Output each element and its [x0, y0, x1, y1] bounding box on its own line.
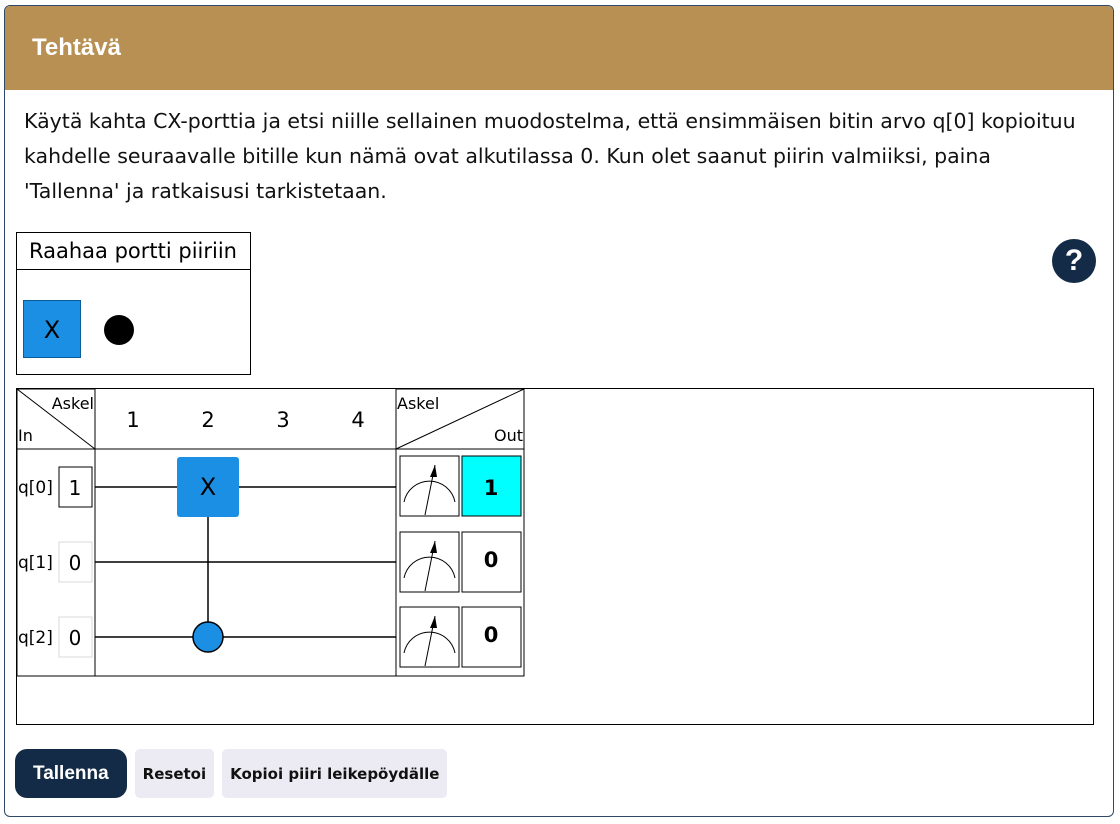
input-corner-step-label: Askel: [51, 394, 94, 413]
cx-target-label: X: [199, 473, 217, 501]
qubit-input-value-1: 0: [68, 551, 82, 575]
task-instructions: Käytä kahta CX-porttia ja etsi niille sellainen muodostelma, että ensimmäisen bitin arvo q[0] kopioituu kahdelle seuraavalle bitille kun nämä ovat alkutilassa 0. Kun olet saanut piirin valmiiksi, paina 'Tallenna' ja ratkaisusi tarkistetaan.: [24, 109, 1076, 203]
qubit-label-1: q[1]: [18, 553, 53, 573]
output-value-2: 0: [483, 623, 499, 647]
step-label-1: 1: [126, 408, 140, 432]
card-header: [5, 6, 1113, 90]
question-icon: ?: [1064, 244, 1084, 277]
palette-control-dot[interactable]: [104, 315, 134, 345]
qubit-label-2: q[2]: [18, 628, 53, 648]
card-title: Tehtävä: [32, 34, 121, 61]
meter-0: [400, 456, 459, 516]
output-value-0: 1: [483, 476, 499, 500]
output-corner-out-label: Out: [493, 426, 523, 445]
step-label-4: 4: [351, 408, 365, 432]
meter-2: [400, 607, 459, 667]
circuit-area: [16, 388, 1094, 725]
qubit-input-value-2: 0: [68, 626, 82, 650]
copy-circuit-button[interactable]: Kopioi piiri leikepöydälle: [222, 749, 447, 798]
reset-button[interactable]: Resetoi: [135, 749, 214, 798]
output-corner-step-label: Askel: [397, 394, 440, 413]
output-value-1: 0: [483, 548, 499, 572]
qubit-input-value-0: 1: [68, 476, 82, 500]
gate-palette: [16, 232, 251, 375]
palette-x-gate[interactable]: X: [23, 300, 81, 358]
meter-1: [400, 532, 459, 592]
circuit-svg: [17, 389, 1093, 724]
palette-title: Raahaa portti piiriin: [17, 233, 250, 270]
help-button[interactable]: [1052, 239, 1096, 283]
input-corner-in-label: In: [18, 426, 33, 445]
step-label-2: 2: [201, 408, 215, 432]
save-button[interactable]: Tallenna: [15, 749, 127, 798]
action-buttons: [15, 749, 447, 798]
qubit-label-0: q[0]: [18, 478, 53, 498]
step-label-3: 3: [276, 408, 290, 432]
cx-control-dot[interactable]: [193, 622, 223, 652]
